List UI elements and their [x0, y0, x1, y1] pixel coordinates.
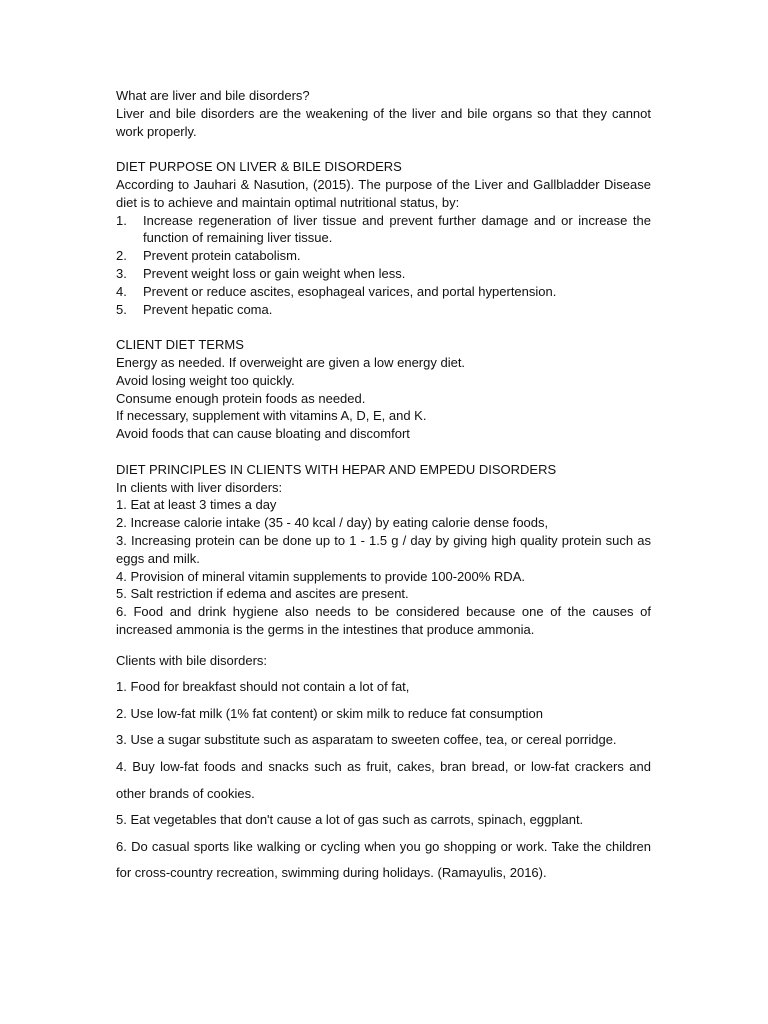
terms-line: Avoid foods that can cause bloating and discomfort: [116, 426, 410, 442]
spacer: [116, 318, 651, 336]
intro-question: What are liver and bile disorders?: [116, 88, 310, 103]
purpose-item-text: Prevent or reduce ascites, esophageal varices, and portal hypertension.: [143, 283, 557, 299]
terms-line: Avoid losing weight too quickly.: [116, 372, 295, 388]
purpose-item: [116, 265, 651, 283]
purpose-item-number: 4.: [116, 283, 127, 299]
purpose-item: [116, 247, 651, 265]
purpose-item-number: 2.: [116, 248, 127, 264]
terms-heading: CLIENT DIET TERMS: [116, 337, 244, 353]
bile-item: 1. Food for breakfast should not contain a lot of fat,: [116, 679, 410, 695]
bile-item: 2. Use low-fat milk (1% fat content) or skim milk to reduce fat consumption: [116, 705, 543, 721]
terms-line: Consume enough protein foods as needed.: [116, 390, 366, 406]
purpose-item: [116, 212, 651, 248]
bile-item: 3. Use a sugar substitute such as asparatam to sweeten coffee, tea, or cereal porridge.: [116, 732, 617, 748]
principles-item: 5. Salt restriction if edema and ascites are present.: [116, 586, 409, 602]
principles-item: 4. Provision of mineral vitamin supplements to provide 100-200% RDA.: [116, 568, 525, 584]
purpose-item-number: 5.: [116, 301, 127, 317]
terms-line: Energy as needed. If overweight are given a low energy diet.: [116, 354, 466, 370]
purpose-item-text: Prevent hepatic coma.: [143, 301, 273, 317]
purpose-item: [116, 283, 651, 301]
document-page: [116, 87, 651, 887]
principles-heading: DIET PRINCIPLES IN CLIENTS WITH HEPAR AND EMPEDU DISORDERS: [116, 461, 557, 477]
purpose-item-number: 3.: [116, 265, 127, 281]
purpose-item-number: 1.: [116, 212, 127, 228]
spacer: [116, 639, 651, 648]
principles-item: 1. Eat at least 3 times a day: [116, 497, 277, 513]
purpose-item-text: Increase regeneration of liver tissue and prevent further damage and or increase the function of remaining liver tissue.: [143, 212, 651, 246]
spacer: [116, 140, 651, 158]
bile-item: 5. Eat vegetables that don't cause a lot of gas such as carrots, spinach, eggplant.: [116, 812, 584, 828]
principles-subheading: In clients with liver disorders:: [116, 479, 283, 495]
spacer: [116, 443, 651, 461]
principles-item: 2. Increase calorie intake (35 - 40 kcal / day) by eating calorie dense foods,: [116, 515, 549, 531]
bile-heading: Clients with bile disorders:: [116, 652, 268, 668]
principles-item: 3. Increasing protein can be done up to 1 - 1.5 g / day by giving high quality protein such as eggs and milk.: [116, 532, 651, 566]
purpose-list: [116, 212, 651, 319]
purpose-item-text: Prevent protein catabolism.: [143, 248, 301, 264]
purpose-lead: According to Jauhari & Nasution, (2015). The purpose of the Liver and Gallbladder Disease diet is to achieve and maintain optimal nutritional status, by:: [116, 176, 651, 210]
terms-line: If necessary, supplement with vitamins A, D, E, and K.: [116, 408, 427, 424]
purpose-heading: DIET PURPOSE ON LIVER & BILE DISORDERS: [116, 159, 402, 175]
bile-item: 4. Buy low-fat foods and snacks such as fruit, cakes, bran bread, or low-fat crackers and other brands of cookies.: [116, 759, 651, 801]
purpose-item-text: Prevent weight loss or gain weight when less.: [143, 265, 406, 281]
intro-answer: Liver and bile disorders are the weakening of the liver and bile organs so that they cannot work properly.: [116, 105, 651, 139]
principles-item: 6. Food and drink hygiene also needs to be considered because one of the causes of increased ammonia is the germs in the intestines that produce ammonia.: [116, 604, 651, 637]
purpose-item: [116, 301, 651, 319]
bile-item: 6. Do casual sports like walking or cycling when you go shopping or work. Take the children for cross-country recreation, swimming during holidays. (Ramayulis, 2016).: [116, 838, 651, 881]
